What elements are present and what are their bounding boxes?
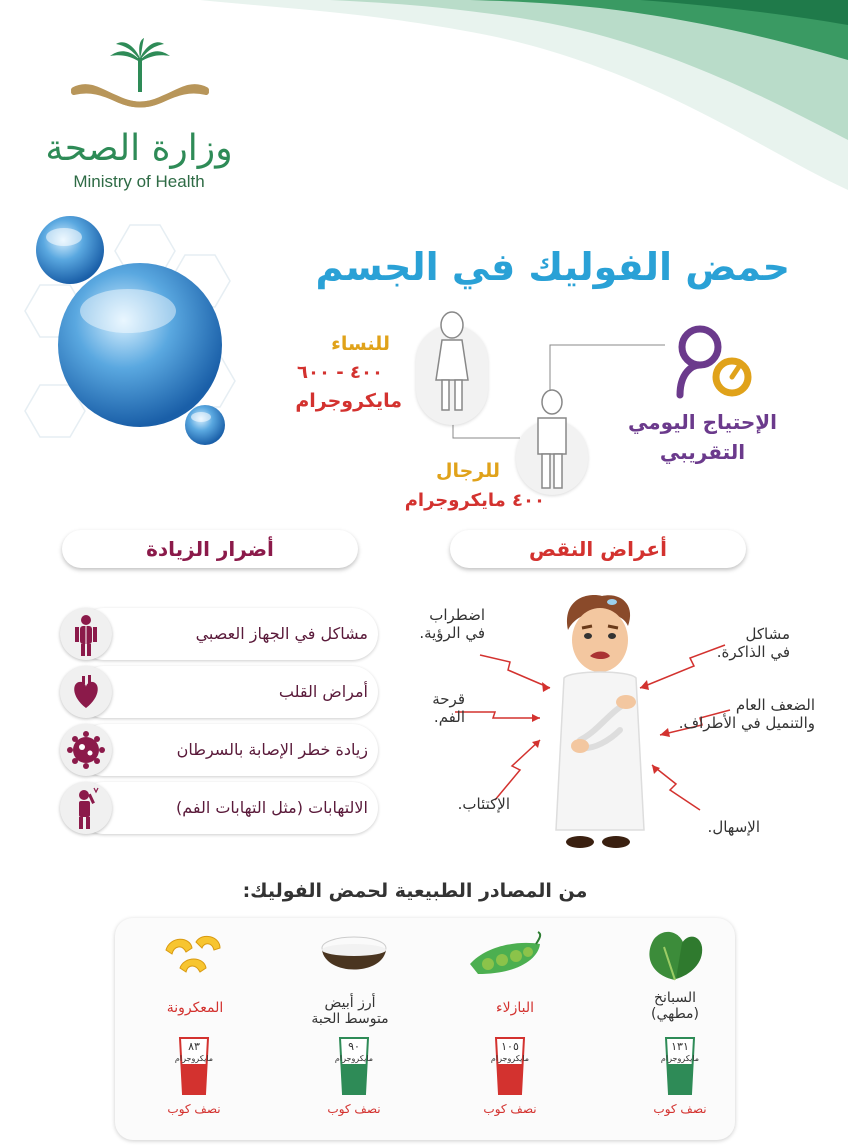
rice-bowl-icon — [318, 930, 390, 990]
portion-pasta: نصف كوب — [167, 1102, 221, 1116]
cancer-cell-icon — [60, 724, 112, 776]
symptom-weakness-line2: والتنميل في الأطراف. — [678, 714, 815, 732]
man-icon — [528, 388, 576, 492]
cup-unit-pasta: مايكروجرام — [174, 1054, 214, 1063]
food-name-pasta: المعكرونة — [166, 1000, 224, 1016]
food-name-rice — [300, 995, 400, 1027]
symptom-depression: الإكتئاب. — [457, 795, 510, 813]
peas-icon — [466, 930, 546, 985]
deficiency-symptoms-label: أعراض النقص — [529, 537, 667, 561]
symptom-weakness — [650, 696, 815, 732]
symptom-diarrhea: الإسهال. — [707, 818, 760, 836]
women-unit: مايكروجرام — [295, 390, 402, 412]
harm-text-heart: أمراض القلب — [278, 682, 368, 701]
daily-need-line2: التقريبي — [659, 440, 746, 464]
symptom-mouth-line1: قرحة — [432, 690, 465, 708]
deficiency-symptoms-header — [450, 530, 746, 568]
woman-icon — [428, 310, 476, 414]
food-name-peas: البازلاء — [496, 1000, 534, 1016]
symptom-vision-line2: في الرؤية. — [419, 624, 485, 642]
nervous-system-icon — [60, 608, 112, 660]
spinach-icon — [640, 925, 710, 985]
cup-value-rice: ٩٠ — [348, 1040, 360, 1053]
excess-harms-label: أضرار الزيادة — [146, 537, 274, 561]
food-name-spinach-line1: السبانخ — [653, 990, 697, 1006]
women-range: ٤٠٠ - ٦٠٠ — [297, 362, 383, 383]
harm-item-inflammation — [60, 782, 378, 834]
food-name-rice-line1: أرز أبيض — [324, 995, 376, 1011]
symptom-memory-line1: مشاكل — [745, 625, 790, 643]
page-title: حمض الفوليك في الجسم — [315, 245, 790, 289]
cup-value-pasta: ٨٣ — [188, 1040, 200, 1053]
symptom-vision-line1: اضطراب — [429, 606, 485, 624]
men-amount: ٤٠٠ مايكروجرام — [404, 490, 545, 511]
logo-english-text: Ministry of Health — [73, 172, 205, 191]
symptom-memory — [690, 625, 790, 661]
palm-swords-icon — [60, 38, 220, 128]
portion-rice: نصف كوب — [327, 1102, 381, 1116]
symptom-memory-line2: في الذاكرة. — [716, 643, 790, 661]
symptom-mouth — [395, 690, 465, 726]
symptom-weakness-line1: الضعف العام — [735, 696, 815, 714]
food-name-spinach — [625, 990, 725, 1022]
folic-molecule-illustration — [20, 215, 260, 455]
harm-item-cancer — [60, 724, 378, 776]
logo-arabic-text: وزارة الصحة — [45, 128, 233, 169]
women-label: للنساء — [331, 333, 390, 355]
excess-harms-header — [62, 530, 358, 568]
cup-unit-spinach: مايكروجرام — [660, 1054, 700, 1063]
food-name-rice-line2: متوسط الحبة — [311, 1011, 389, 1027]
pasta-icon — [160, 930, 230, 985]
harm-item-heart — [60, 666, 378, 718]
cup-unit-rice: مايكروجرام — [334, 1054, 374, 1063]
harm-text-inflammation: الالتهابات (مثل التهابات الفم) — [175, 798, 368, 817]
harm-text-cancer: زيادة خطر الإصابة بالسرطان — [176, 740, 368, 759]
symptom-vision — [395, 606, 485, 642]
cup-unit-peas: مايكروجرام — [490, 1054, 530, 1063]
sources-title: من المصادر الطبيعية لحمض الفوليك: — [242, 880, 588, 902]
men-label: للرجال — [435, 460, 500, 482]
symptom-mouth-line2: الفم. — [433, 708, 465, 726]
people-icon — [670, 325, 760, 405]
food-name-spinach-line2: (مطهي) — [650, 1006, 700, 1022]
cup-value-peas: ١٠٥ — [501, 1040, 519, 1053]
portion-peas: نصف كوب — [483, 1102, 537, 1116]
moh-logo — [60, 38, 220, 128]
cup-value-spinach: ١٣١ — [671, 1040, 689, 1053]
daily-need-line1: الإحتياج اليومي — [627, 410, 778, 434]
harm-text-nervous: مشاكل في الجهاز العصبي — [195, 624, 368, 643]
harm-item-nervous — [60, 608, 378, 660]
portion-spinach: نصف كوب — [653, 1102, 707, 1116]
person-pain-icon — [60, 782, 112, 834]
heart-icon — [60, 666, 112, 718]
